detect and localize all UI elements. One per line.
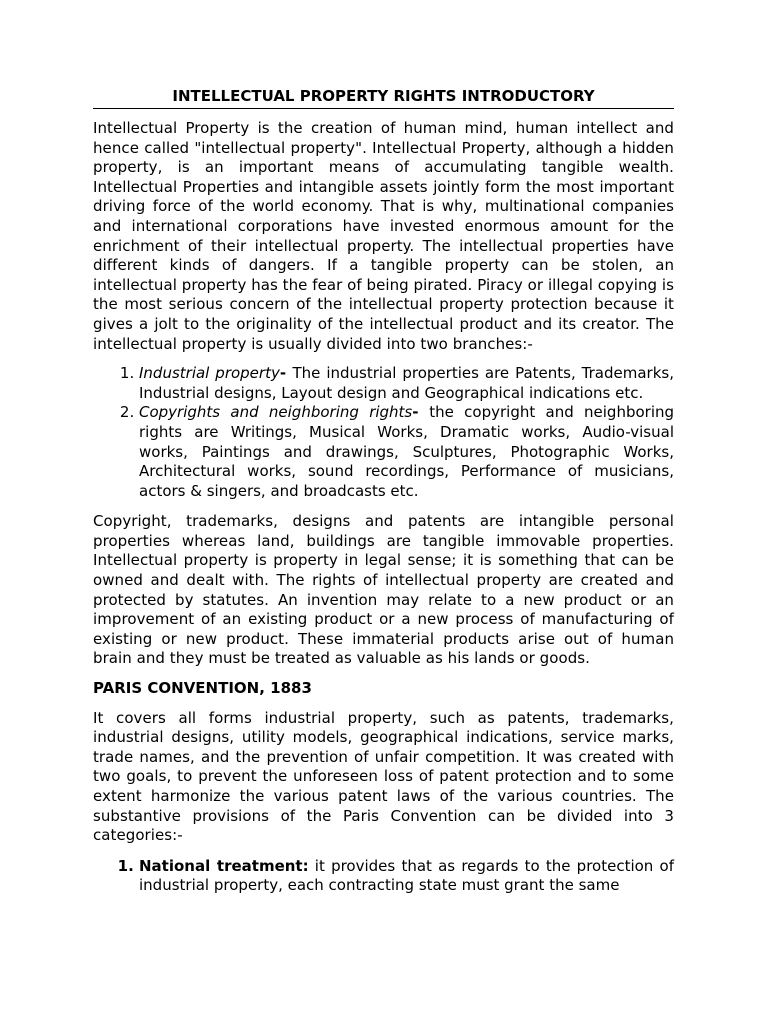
branch-text: the copyright and neighboring rights are Writings, Musical Works, Dramatic works, Audio-visual works, Paintings and drawings, Sculptures, Photographic Works, Architectural works, sound recordings, Performance of musicians, actors & singers, and broadcasts etc. [139, 403, 675, 500]
branch-separator: - [412, 403, 430, 422]
paris-paragraph: It covers all forms industrial property, such as patents, trademarks, industrial designs, utility models, geographical indications, service marks, trade names, and the prevention of unfair competition. It was created with two goals, to prevent the unforeseen loss of patent protection and to some extent harmonize the various patent laws of the various countries. The substantive provisions of the Paris Convention can be divided into 3 categories:- [93, 708, 674, 845]
categories-list [93, 857, 674, 896]
branch-term: Copyrights and neighboring rights [139, 403, 413, 422]
document-title: INTELLECTUAL PROPERTY RIGHTS INTRODUCTORY [93, 86, 674, 109]
branch-text: The industrial properties are Patents, Trademarks, Industrial designs, Layout design and Geographical indications etc. [139, 364, 674, 402]
category-text: it provides that as regards to the protection of industrial property, each contracting state must grant the same [139, 856, 674, 895]
intro-paragraph: Intellectual Property is the creation of human mind, human intellect and hence called "intellectual property". Intellectual Property, although a hidden property, is an important means of accumulating tangible wealth. Intellectual Properties and intangible assets jointly form the most important driving force of the world economy. That is why, multinational companies and international corporations have invested enormous amount for the enrichment of their intellectual property. The intellectual properties have different kinds of dangers. If a tangible property can be stolen, an intellectual property has the fear of being pirated. Piracy or illegal copying is the most serious concern of the intellectual property protection because it gives a jolt to the originality of the intellectual product and its creator. The intellectual property is usually divided into two branches:- [93, 119, 674, 353]
section-heading: PARIS CONVENTION, 1883 [93, 679, 312, 698]
branch-separator: - [279, 364, 293, 383]
second-paragraph: Copyright, trademarks, designs and patents are intangible personal properties whereas land, buildings are tangible immovable properties. Intellectual property is property in legal sense; it is something that can be owned and dealt with. The rights of intellectual property are created and protected by statutes. An invention may relate to a new product or an improvement of an existing product or a new process of manufacturing of existing or new product. These immaterial products arise out of human brain and they must be treated as valuable as his lands or goods. [93, 512, 674, 668]
branch-term: Industrial property [139, 364, 280, 383]
branches-list [93, 364, 674, 501]
list-item [139, 857, 674, 896]
list-item [139, 364, 674, 403]
list-item [139, 403, 674, 501]
category-term: National treatment: [139, 856, 309, 875]
